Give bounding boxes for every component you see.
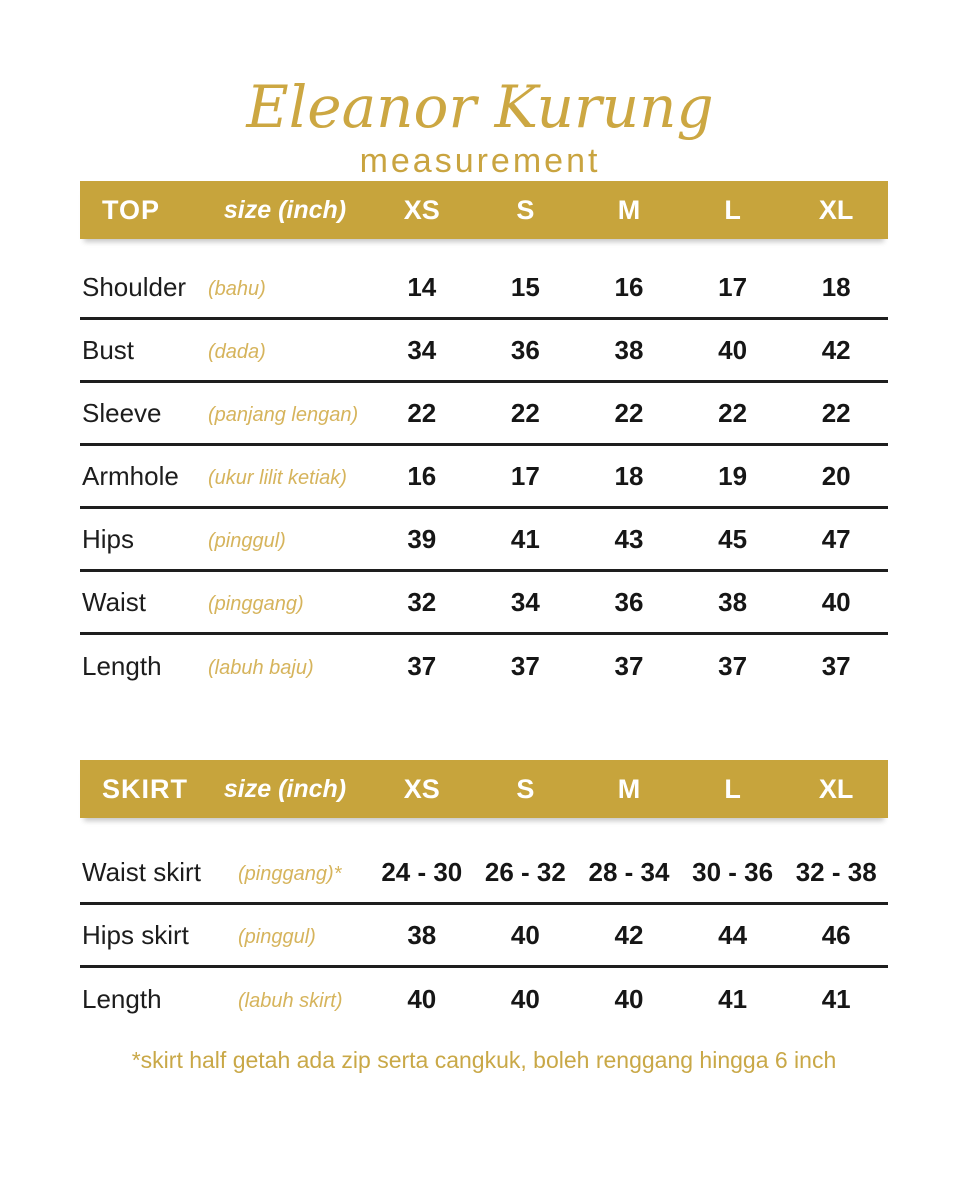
row-label: Length bbox=[82, 651, 162, 681]
size-value: 40 bbox=[407, 984, 437, 1014]
table-row-waist-skirt bbox=[80, 842, 888, 905]
size-unit-label: size (inch) bbox=[223, 195, 347, 224]
size-value: 42 bbox=[614, 919, 644, 950]
size-column-header-m: M bbox=[617, 194, 641, 225]
row-label: Length bbox=[82, 984, 162, 1014]
size-column-header-l: L bbox=[724, 194, 741, 225]
footnote: *skirt half getah ada zip serta cangkuk, boleh renggang hingga 6 inch bbox=[131, 1047, 837, 1073]
size-value: 17 bbox=[510, 460, 540, 491]
size-value: 26 - 32 bbox=[484, 856, 566, 887]
size-column-header-s: S bbox=[516, 773, 535, 804]
row-sublabel: (labuh baju) bbox=[208, 657, 314, 679]
size-value: 37 bbox=[614, 651, 644, 681]
row-sublabel: (dada) bbox=[208, 340, 266, 363]
size-value: 41 bbox=[510, 523, 540, 554]
row-sublabel: (pinggang) bbox=[208, 592, 304, 615]
size-value: 41 bbox=[821, 984, 851, 1014]
size-value: 45 bbox=[718, 523, 748, 554]
size-value: 28 - 34 bbox=[588, 856, 670, 887]
top-size-table bbox=[80, 181, 888, 698]
size-value: 37 bbox=[510, 651, 540, 681]
size-value: 40 bbox=[821, 586, 851, 617]
size-value: 38 bbox=[718, 586, 748, 617]
table-row-bust bbox=[80, 320, 888, 383]
section-label-top: TOP bbox=[102, 194, 161, 225]
top-table-header-band bbox=[80, 181, 888, 239]
table-row-hips-skirt bbox=[80, 905, 888, 968]
size-value: 43 bbox=[614, 523, 644, 554]
row-label: Waist bbox=[82, 586, 147, 617]
row-sublabel: (pinggul) bbox=[208, 529, 286, 552]
size-value: 19 bbox=[718, 460, 748, 491]
size-value: 40 bbox=[510, 984, 540, 1014]
row-sublabel: (ukur lilit ketiak) bbox=[208, 466, 347, 489]
size-value: 36 bbox=[614, 586, 644, 617]
chart-header bbox=[0, 0, 960, 181]
size-value: 38 bbox=[407, 919, 437, 950]
table-row-length-skirt bbox=[80, 968, 888, 1031]
row-sublabel: (labuh skirt) bbox=[238, 990, 343, 1012]
size-value: 40 bbox=[614, 984, 644, 1014]
size-value: 32 - 38 bbox=[795, 856, 877, 887]
size-value: 32 bbox=[407, 586, 437, 617]
size-column-header-s: S bbox=[516, 194, 535, 225]
table-row-armhole bbox=[80, 446, 888, 509]
row-label: Hips bbox=[82, 523, 135, 554]
size-column-header-xs: XS bbox=[403, 773, 440, 804]
size-value: 37 bbox=[718, 651, 748, 681]
skirt-table-header-band bbox=[80, 760, 888, 818]
skirt-table-rows bbox=[80, 818, 888, 1031]
size-value: 22 bbox=[510, 397, 540, 428]
size-value: 47 bbox=[821, 523, 851, 554]
size-value: 40 bbox=[510, 919, 540, 950]
table-row-shoulder bbox=[80, 257, 888, 320]
table-row-sleeve bbox=[80, 383, 888, 446]
size-value: 36 bbox=[510, 334, 540, 365]
size-column-header-l: L bbox=[724, 773, 741, 804]
size-value: 37 bbox=[821, 651, 851, 681]
top-table-rows bbox=[80, 239, 888, 698]
size-value: 40 bbox=[718, 334, 748, 365]
size-value: 22 bbox=[614, 397, 644, 428]
size-value: 42 bbox=[821, 334, 851, 365]
size-value: 34 bbox=[407, 334, 437, 365]
row-label: Waist skirt bbox=[82, 856, 201, 887]
row-sublabel: (panjang lengan) bbox=[208, 403, 359, 426]
size-value: 38 bbox=[614, 334, 644, 365]
size-value: 37 bbox=[407, 651, 437, 681]
table-row-hips bbox=[80, 509, 888, 572]
size-value: 30 - 36 bbox=[692, 856, 774, 887]
row-label: Armhole bbox=[82, 460, 179, 491]
row-sublabel: (pinggul) bbox=[238, 925, 316, 948]
row-sublabel: (bahu) bbox=[208, 277, 266, 300]
row-label: Bust bbox=[82, 334, 135, 365]
size-column-header-xl: XL bbox=[818, 194, 854, 225]
size-value: 14 bbox=[407, 271, 437, 302]
size-value: 39 bbox=[407, 523, 437, 554]
row-label: Hips skirt bbox=[82, 919, 189, 950]
row-sublabel: (pinggang)* bbox=[238, 862, 342, 885]
size-value: 46 bbox=[821, 919, 851, 950]
size-value: 20 bbox=[821, 460, 851, 491]
row-label: Sleeve bbox=[82, 397, 162, 428]
size-value: 22 bbox=[718, 397, 748, 428]
size-value: 22 bbox=[407, 397, 437, 428]
tables-container bbox=[80, 181, 888, 1031]
table-row-length-top bbox=[80, 635, 888, 698]
size-value: 34 bbox=[510, 586, 540, 617]
size-column-header-xl: XL bbox=[818, 773, 854, 804]
size-value: 15 bbox=[510, 271, 540, 302]
skirt-size-table bbox=[80, 760, 888, 1031]
size-value: 16 bbox=[614, 271, 644, 302]
size-value: 16 bbox=[407, 460, 437, 491]
size-value: 24 - 30 bbox=[381, 856, 463, 887]
size-value: 18 bbox=[614, 460, 644, 491]
size-column-header-m: M bbox=[617, 773, 641, 804]
page-subtitle: measurement bbox=[359, 142, 601, 180]
table-row-waist bbox=[80, 572, 888, 635]
size-value: 44 bbox=[718, 919, 748, 950]
size-value: 18 bbox=[821, 271, 851, 302]
size-unit-label: size (inch) bbox=[223, 774, 347, 803]
section-label-skirt: SKIRT bbox=[102, 773, 188, 804]
row-label: Shoulder bbox=[82, 271, 187, 302]
size-column-header-xs: XS bbox=[403, 194, 440, 225]
size-value: 41 bbox=[718, 984, 748, 1014]
size-value: 17 bbox=[718, 271, 748, 302]
page-title: Eleanor Kurung bbox=[246, 73, 714, 141]
size-value: 22 bbox=[821, 397, 851, 428]
